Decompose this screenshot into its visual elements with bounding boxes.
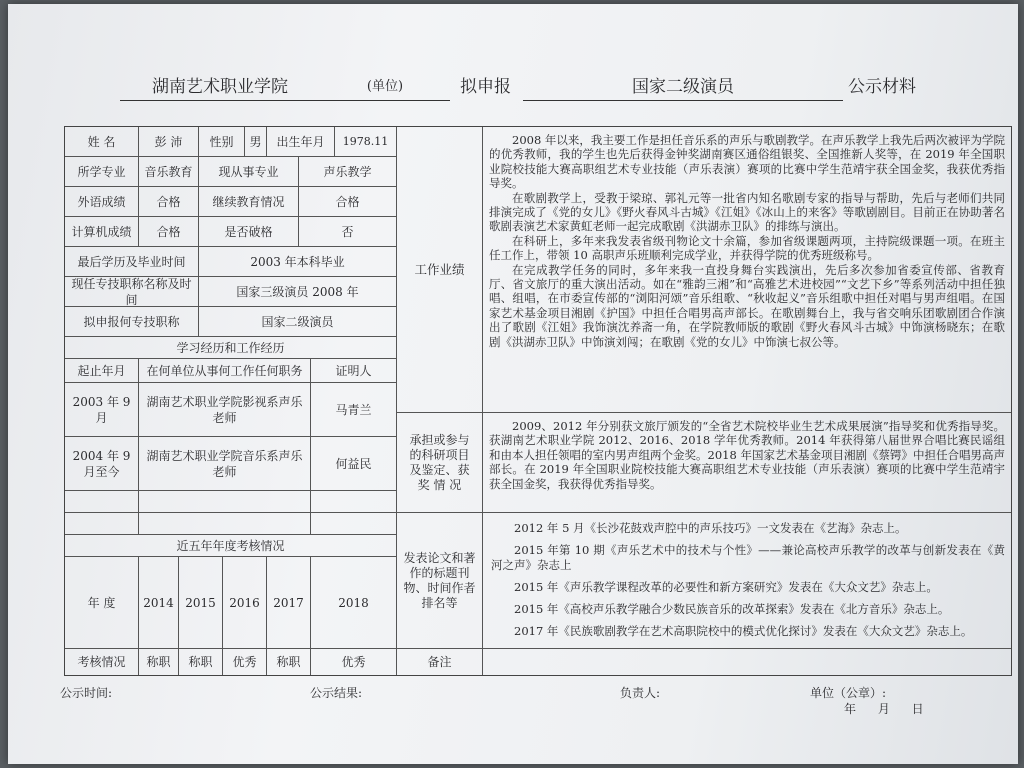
- exp-empty-2b: [139, 513, 311, 535]
- year-2015: 2015: [179, 557, 223, 649]
- research-text: [489, 419, 1005, 509]
- work-label: 工作业绩: [397, 127, 483, 413]
- exp-empty-1c: [311, 491, 397, 513]
- current-title-value: 国家三级演员 2008 年: [199, 277, 397, 307]
- publications-list: [491, 521, 1005, 645]
- apply-title-label: 拟申报何专技职称: [65, 307, 199, 337]
- edu-label: 最后学历及毕业时间: [65, 247, 199, 277]
- foreign-lang-value: 合格: [139, 187, 199, 217]
- major-value: 音乐教育: [139, 157, 199, 187]
- assessment-heading: 近五年年度考核情况: [65, 535, 397, 557]
- current-title-label: 现任专技职称名称及时间: [65, 277, 199, 307]
- major-label: 所学专业: [65, 157, 139, 187]
- result-2016: 优秀: [223, 649, 267, 675]
- publication-item: 2015 年《声乐教学课程改革的必要性和新方案研究》发表在《大众文艺》杂志上。: [514, 580, 938, 594]
- publication-item: 2017 年《民族歌剧教学在艺术高职院校中的模式优化探讨》发表在《大众文艺》杂志上。: [514, 624, 973, 638]
- result-2018: 优秀: [311, 649, 397, 675]
- gender-label: 性别: [199, 127, 245, 157]
- result-label: 考核情况: [65, 649, 139, 675]
- publications-label: 发表论文和著作的标题刊物、时间作者排名等: [397, 513, 483, 649]
- foreign-lang-label: 外语成绩: [65, 187, 139, 217]
- exp-row-2-witness: 何益民: [311, 437, 397, 491]
- current-major-value: 声乐教学: [299, 157, 397, 187]
- research-paragraph: 2009、2012 年分别获文旅厅颁发的“全省艺术院校毕业生艺术成果展演”指导奖和优秀指导奖。获湖南艺术职业学院 2012、2016、2018 学年优秀教师。2014 年获得第八届世界合唱比赛民谣组和由本人担任领唱的室内男声组两个金奖。2018 年国家艺术基金项目湘剧《蔡锷》中担任合唱男高声部长。在 2019 年全国职业院校技能大赛高职组艺术专业技能（声乐表演）赛项的比赛中学生范靖宇获全国金奖，我获得优秀指导奖。: [489, 419, 1005, 491]
- result-2014: 称职: [139, 649, 179, 675]
- year-2014: 2014: [139, 557, 179, 649]
- cont-edu-value: 合格: [299, 187, 397, 217]
- birth-label: 出生年月: [267, 127, 335, 157]
- footer-date-label: 年 月 日: [844, 702, 924, 716]
- exp-empty-2a: [65, 513, 139, 535]
- col-period: 起止年月: [65, 359, 139, 383]
- name-value: 彭 沛: [139, 127, 199, 157]
- remark-label: 备注: [397, 649, 483, 675]
- edu-value: 2003 年本科毕业: [199, 247, 397, 277]
- year-label: 年 度: [65, 557, 139, 649]
- year-2016: 2016: [223, 557, 267, 649]
- remark-content: [483, 649, 1011, 675]
- footer-unit-label: 单位（公章）:: [810, 686, 887, 700]
- footer-person-label: 负责人:: [620, 686, 661, 700]
- exp-row-1-position: 湖南艺术职业学院影视系声乐老师: [139, 383, 311, 437]
- exp-row-1-period: 2003 年 9 月: [65, 383, 139, 437]
- unit-label: (单位): [320, 74, 450, 101]
- result-2015: 称职: [179, 649, 223, 675]
- footer-result-label: 公示结果:: [310, 686, 363, 700]
- current-major-label: 现从事专业: [199, 157, 299, 187]
- unit-name: 湖南艺术职业学院: [120, 74, 320, 101]
- result-2017: 称职: [267, 649, 311, 675]
- title-name: 国家二级演员: [523, 74, 843, 101]
- experience-heading: 学习经历和工作经历: [65, 337, 397, 359]
- year-2018: 2018: [311, 557, 397, 649]
- computer-value: 合格: [139, 217, 199, 247]
- col-position: 在何单位从事何工作任何职务: [139, 359, 311, 383]
- publication-item: 2015 年《高校声乐教学融合少数民族音乐的改革探索》发表在《北方音乐》杂志上。: [514, 602, 950, 616]
- footer-time-label: 公示时间:: [60, 686, 113, 700]
- year-2017: 2017: [267, 557, 311, 649]
- publication-item: 2012 年 5 月《长沙花鼓戏声腔中的声乐技巧》一文发表在《艺海》杂志上。: [514, 521, 907, 535]
- name-label: 姓 名: [65, 127, 139, 157]
- gender-value: 男: [245, 127, 267, 157]
- publication-item: 2015 年第 10 期《声乐艺术中的技术与个性》——兼论高校声乐教学的改革与创新发表在《黄河之声》杂志上: [491, 543, 1005, 572]
- exempt-value: 否: [299, 217, 397, 247]
- birth-value: 1978.11: [335, 127, 397, 157]
- cont-edu-label: 继续教育情况: [199, 187, 299, 217]
- work-paragraph: 在科研上，多年来我发表省级刊物论文十余篇，参加省级课题两项，主持院级课题一项。在班主任工作上，带领 10 高职声乐班顺利完成学业，并获得学院的优秀班级称号。: [489, 233, 1005, 263]
- apply-label: 拟申报: [460, 77, 511, 97]
- apply-title-value: 国家二级演员: [199, 307, 397, 337]
- form-page: [8, 4, 1018, 764]
- col-witness: 证明人: [311, 359, 397, 383]
- form-table: [64, 126, 1012, 676]
- exp-empty-1b: [139, 491, 311, 513]
- exp-row-1-witness: 马青兰: [311, 383, 397, 437]
- work-text: [489, 133, 1005, 407]
- work-paragraph: 在完成教学任务的同时，多年来我一直投身舞台实践演出，先后多次参加省委宣传部、省教育厅、省文旅厅的重大演出活动。如在“雅韵三湘”和“高雅艺术进校园”“文艺下乡”等系列活动中担任独唱、组唱，在市委宣传部的“浏阳河颂”音乐组歌、“秋收起义”音乐组歌中担任对唱与男声组唱。在国家艺术基金项目湘剧《护国》中担任合唱男高声部长。在歌剧舞台上，我与省交响乐团歌剧团合作演出了歌剧《江姐》我饰演沈养斋一角，在学院教师版的歌剧《野火春风斗古城》中饰演杨晓东；在歌剧《洪湖赤卫队》中饰演刘闯；在歌剧《党的女儿》中饰演七叔公等。: [489, 262, 1005, 349]
- exp-empty-2c: [311, 513, 397, 535]
- computer-label: 计算机成绩: [65, 217, 139, 247]
- exp-empty-1a: [65, 491, 139, 513]
- exp-row-2-position: 湖南艺术职业学院音乐系声乐老师: [139, 437, 311, 491]
- material-label: 公示材料: [848, 77, 916, 97]
- exempt-label: 是否破格: [199, 217, 299, 247]
- work-paragraph: 在歌剧教学上，受教于梁琼、郭礼元等一批省内知名歌剧专家的指导与帮助，先后与老师们共同排演完成了《党的女儿》《野火春风斗古城》《江姐》《冰山上的来客》等歌剧剧目。目前正在协助著名歌剧表演艺术家黄虹老师一起完成歌剧《洪湖赤卫队》的排练与演出。: [489, 190, 1005, 234]
- work-paragraph: 2008 年以来，我主要工作是担任音乐系的声乐与歌剧教学。在声乐教学上我先后两次被评为学院的优秀教师，我的学生也先后获得金钟奖湖南赛区通俗组银奖、全国推新人奖等，在 2019 年全国职业院校技能大赛高职组艺术专业技能（声乐表演）赛项的比赛中学生范靖宇获全国金奖，我获优秀指导奖。: [489, 133, 1005, 191]
- form-header: [8, 74, 1018, 106]
- exp-row-2-period: 2004 年 9 月至今: [65, 437, 139, 491]
- research-label: 承担或参与的科研项目及鉴定、获奖 情 况: [397, 413, 483, 513]
